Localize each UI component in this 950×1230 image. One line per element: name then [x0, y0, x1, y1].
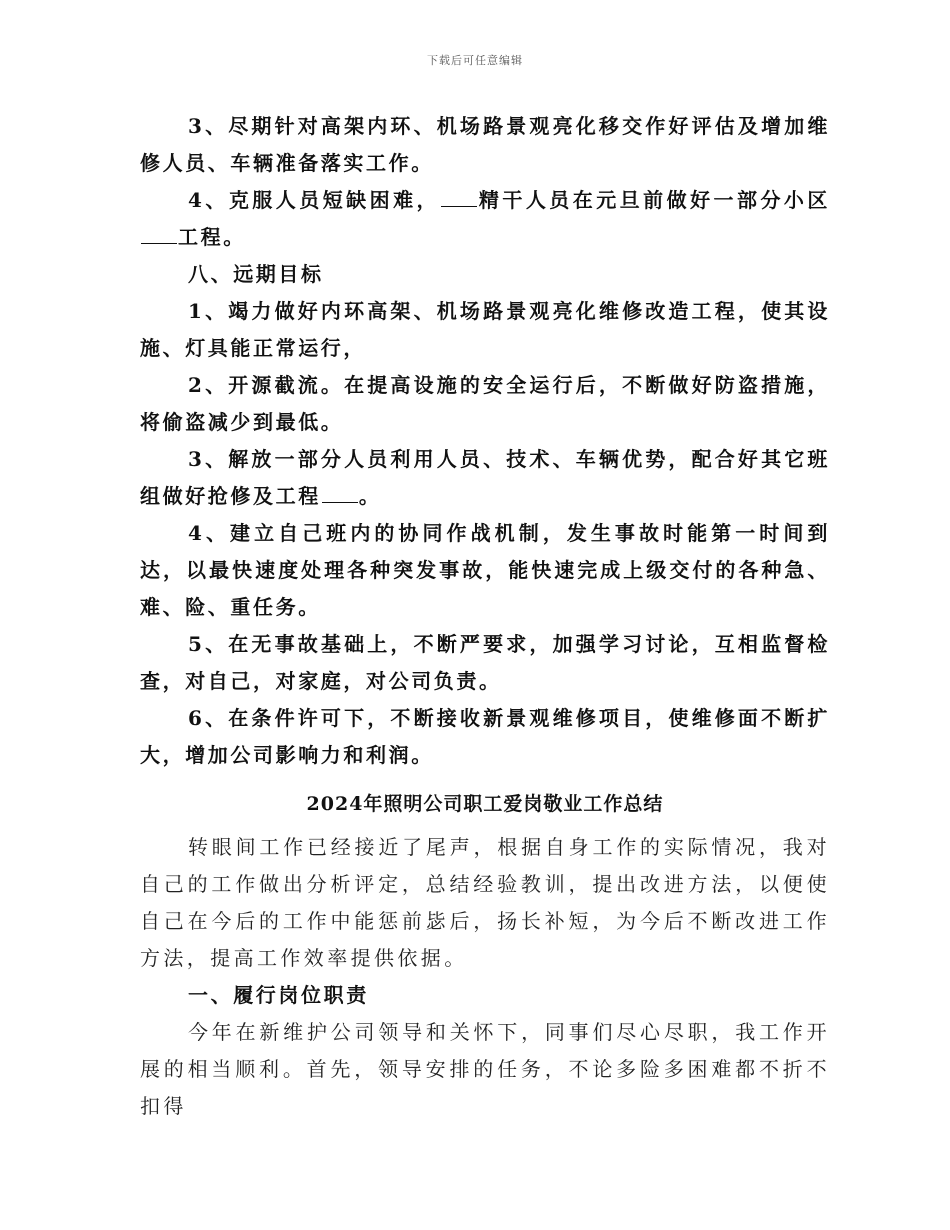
paragraph-goal-5: 5、在无事故基础上，不断严要求，加强学习讨论，互相监督检查，对自己，对家庭，对公司负责。 [140, 632, 830, 693]
paragraph-text: 工程。 [178, 225, 246, 249]
paragraph-duties: 今年在新维护公司领导和关怀下，同事们尽心尽职，我工作开展的相当顺利。首先，领导安排的任务，不论多险多困难都不折不扣得 [140, 1020, 830, 1118]
fill-in-blank [141, 225, 177, 244]
paragraph-goal-3 [140, 441, 830, 515]
paragraph-text: 3、解放一部分人员利用人员、技术、车辆优势，配合好其它班组做好抢修及工程 [140, 447, 830, 508]
paragraph-goal-1: 1、竭力做好内环高架、机场路景观亮化维修改造工程，使其设施、灯具能正常运行， [140, 299, 830, 360]
document-title: 2024年照明公司职工爱岗敬业工作总结 [306, 793, 664, 815]
fill-in-blank [322, 484, 358, 503]
paragraph-text: 精干人员在元旦前做好一部分小区 [478, 188, 830, 212]
paragraph-goal-6: 6、在条件许可下，不断接收新景观维修项目，使维修面不断扩大，增加公司影响力和利润。 [140, 706, 830, 767]
paragraph-text: 4、克服人员短缺困难， [188, 188, 441, 212]
paragraph-item-3-short-term: 3、尽期针对高架内环、机场路景观亮化移交作好评估及增加维修人员、车辆准备落实工作。 [140, 114, 830, 175]
paragraph-goal-4: 4、建立自己班内的协同作战机制，发生事故时能第一时间到达，以最快速度处理各种突发事故，能快速完成上级交付的各种急、难、险、重任务。 [140, 521, 830, 619]
paragraph-item-4-short-term [140, 182, 830, 256]
document-body [140, 108, 830, 1125]
page-header: 下载后可任意编辑 [427, 54, 523, 67]
paragraph-intro: 转眼间工作已经接近了尾声，根据自身工作的实际情况，我对自己的工作做出分析评定，总结经验教训，提出改进方法，以便使自己在今后的工作中能惩前毖后，扬长补短，为今后不断改进工作方法，提高工作效率提供依据。 [140, 835, 830, 970]
paragraph-text: 。 [358, 484, 382, 508]
fill-in-blank [441, 188, 477, 207]
section-heading-duties: 一、履行岗位职责 [188, 983, 369, 1007]
section-heading-long-term-goals: 八、远期目标 [188, 262, 324, 286]
paragraph-goal-2: 2、开源截流。在提高设施的安全运行后，不断做好防盗措施，将偷盗减少到最低。 [140, 373, 830, 434]
